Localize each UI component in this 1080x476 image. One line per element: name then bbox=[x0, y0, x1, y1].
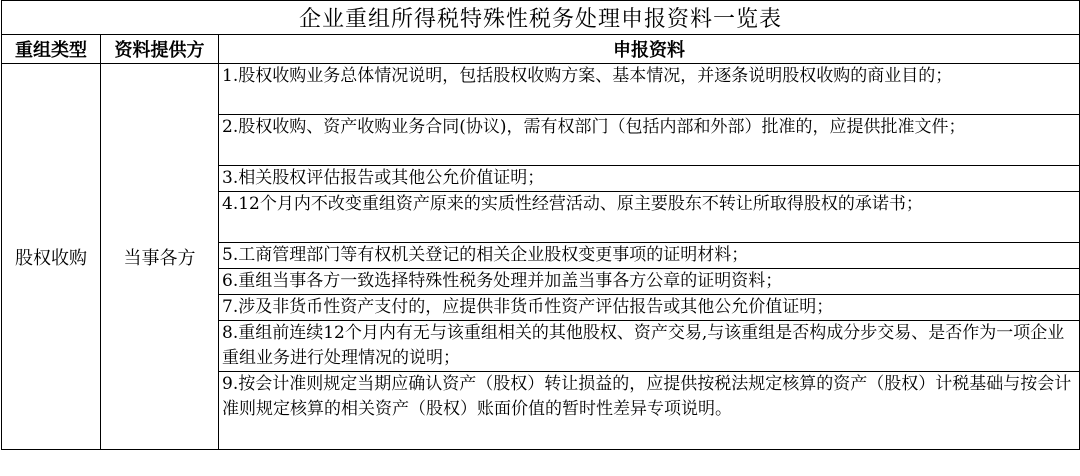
provider-cell: 当事各方 bbox=[101, 64, 219, 450]
material-item-4: 4.12个月内不改变重组资产原来的实质性经营活动、原主要股东不转让所取得股权的承诺书； bbox=[219, 192, 1080, 243]
header-restructure-type: 重组类型 bbox=[2, 35, 101, 64]
header-provider: 资料提供方 bbox=[101, 35, 219, 64]
material-item-9: 9.按会计准则规定当期应确认资产（股权）转让损益的，应提供按税法规定核算的资产（股权）计税基础与按会计准则规定核算的相关资产（股权）账面价值的暂时性差异专项说明。 bbox=[219, 372, 1080, 450]
material-item-5: 5.工商管理部门等有权机关登记的相关企业股权变更事项的证明材料； bbox=[219, 243, 1080, 269]
declaration-table bbox=[1, 0, 1080, 450]
material-item-3: 3.相关股权评估报告或其他公允价值证明； bbox=[219, 166, 1080, 192]
table-title: 企业重组所得税特殊性税务处理申报资料一览表 bbox=[2, 1, 1080, 35]
title-row bbox=[2, 1, 1080, 35]
header-row bbox=[2, 35, 1080, 64]
restructure-type-cell: 股权收购 bbox=[2, 64, 101, 450]
table-row bbox=[2, 64, 1080, 115]
material-item-1: 1.股权收购业务总体情况说明，包括股权收购方案、基本情况，并逐条说明股权收购的商业目的； bbox=[219, 64, 1080, 115]
material-item-8: 8.重组前连续12个月内有无与该重组相关的其他股权、资产交易,与该重组是否构成分步交易、是否作为一项企业重组业务进行处理情况的说明； bbox=[219, 321, 1080, 372]
material-item-7: 7.涉及非货币性资产支付的，应提供非货币性资产评估报告或其他公允价值证明； bbox=[219, 295, 1080, 321]
material-item-6: 6.重组当事各方一致选择特殊性税务处理并加盖当事各方公章的证明资料； bbox=[219, 269, 1080, 295]
header-materials: 申报资料 bbox=[219, 35, 1080, 64]
material-item-2: 2.股权收购、资产收购业务合同(协议)，需有权部门（包括内部和外部）批准的，应提供批准文件； bbox=[219, 115, 1080, 166]
